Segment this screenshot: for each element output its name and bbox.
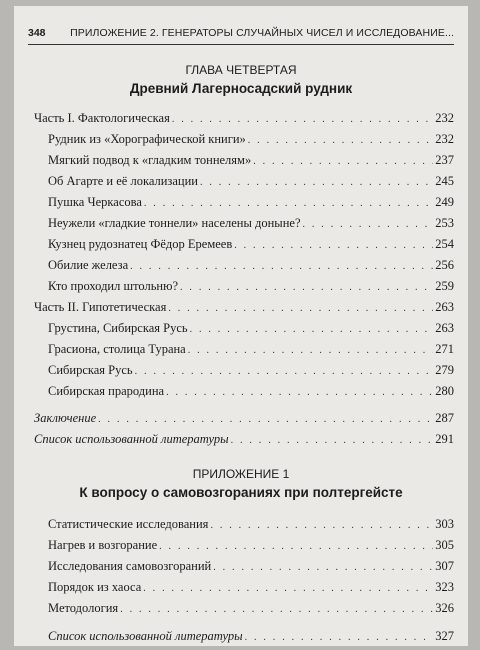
toc-entry: Статистические исследования . . . 303 (48, 514, 454, 534)
toc-entry: Кто проходил штольню? . . . 259 (48, 276, 454, 296)
toc-entry: Рудник из «Хорографической книги» . . . 232 (48, 129, 454, 149)
toc-entry: Неужели «гладкие тоннели» населены доныне? . . . 253 (48, 213, 454, 233)
toc-entry: Грустина, Сибирская Русь . . . 263 (48, 318, 454, 338)
leader-dots (120, 600, 433, 620)
toc-entry: Грасиона, столица Турана . . . 271 (48, 339, 454, 359)
leader-dots (159, 537, 433, 557)
toc-entry: Пушка Черкасова . . . 249 (48, 192, 454, 212)
leader-dots (234, 236, 433, 256)
leader-dots (210, 516, 433, 536)
leader-dots (144, 194, 433, 214)
leader-dots (172, 110, 433, 130)
toc-entry: Методология . . . 326 (48, 598, 454, 618)
running-header (28, 26, 454, 45)
leader-dots (143, 579, 433, 599)
appendix-label: ПРИЛОЖЕНИЕ 1 (192, 467, 290, 481)
toc-entry: Часть I. Фактологическая . . . 232 (34, 108, 454, 128)
appendix-title: К вопросу о самовозгораниях при полтергейсте (79, 485, 403, 500)
toc-entry: Порядок из хаоса . . . 323 (48, 577, 454, 597)
toc-entry: Обилие железа . . . 256 (48, 255, 454, 275)
toc-entry: Часть II. Гипотетическая . . . 263 (34, 297, 454, 317)
toc-entry: Мягкий подвод к «гладким тоннелям» . . . 237 (48, 150, 454, 170)
leader-dots (248, 131, 433, 151)
book-page (14, 6, 468, 646)
chapter-label: ГЛАВА ЧЕТВЕРТАЯ (185, 63, 297, 77)
toc-entry: Нагрев и возгорание . . . 305 (48, 535, 454, 555)
leader-dots (135, 362, 434, 382)
toc-entry: Список использованной литературы . . . 291 (34, 429, 454, 449)
chapter-title: Древний Лагерносадский рудник (129, 81, 353, 96)
leader-dots (190, 320, 434, 340)
leader-dots (166, 383, 433, 403)
leader-dots (231, 431, 434, 451)
toc-entry: Список использованной литературы . . . 327 (48, 626, 454, 646)
toc-entry: Сибирская прародина . . . 280 (48, 381, 454, 401)
leader-dots (303, 215, 434, 235)
leader-dots (200, 173, 433, 193)
leader-dots (245, 628, 434, 648)
toc-entry: Сибирская Русь . . . 279 (48, 360, 454, 380)
leader-dots (253, 152, 433, 172)
toc-entry: Кузнец рудознатец Фёдор Еремеев . . . 254 (48, 234, 454, 254)
leader-dots (188, 341, 434, 361)
leader-dots (213, 558, 433, 578)
running-header-title: ПРИЛОЖЕНИЕ 2. ГЕНЕРАТОРЫ СЛУЧАЙНЫХ ЧИСЕЛ И ИССЛЕДОВАНИЕ... (70, 27, 454, 39)
page-number: 348 (28, 27, 46, 39)
toc-entry: Заключение . . . 287 (34, 408, 454, 428)
toc-entry: Об Агарте и её локализации . . . 245 (48, 171, 454, 191)
toc-entry: Исследования самовозгораний . . . 307 (48, 556, 454, 576)
leader-dots (180, 278, 433, 298)
leader-dots (130, 257, 433, 277)
leader-dots (98, 410, 433, 430)
leader-dots (168, 299, 433, 319)
